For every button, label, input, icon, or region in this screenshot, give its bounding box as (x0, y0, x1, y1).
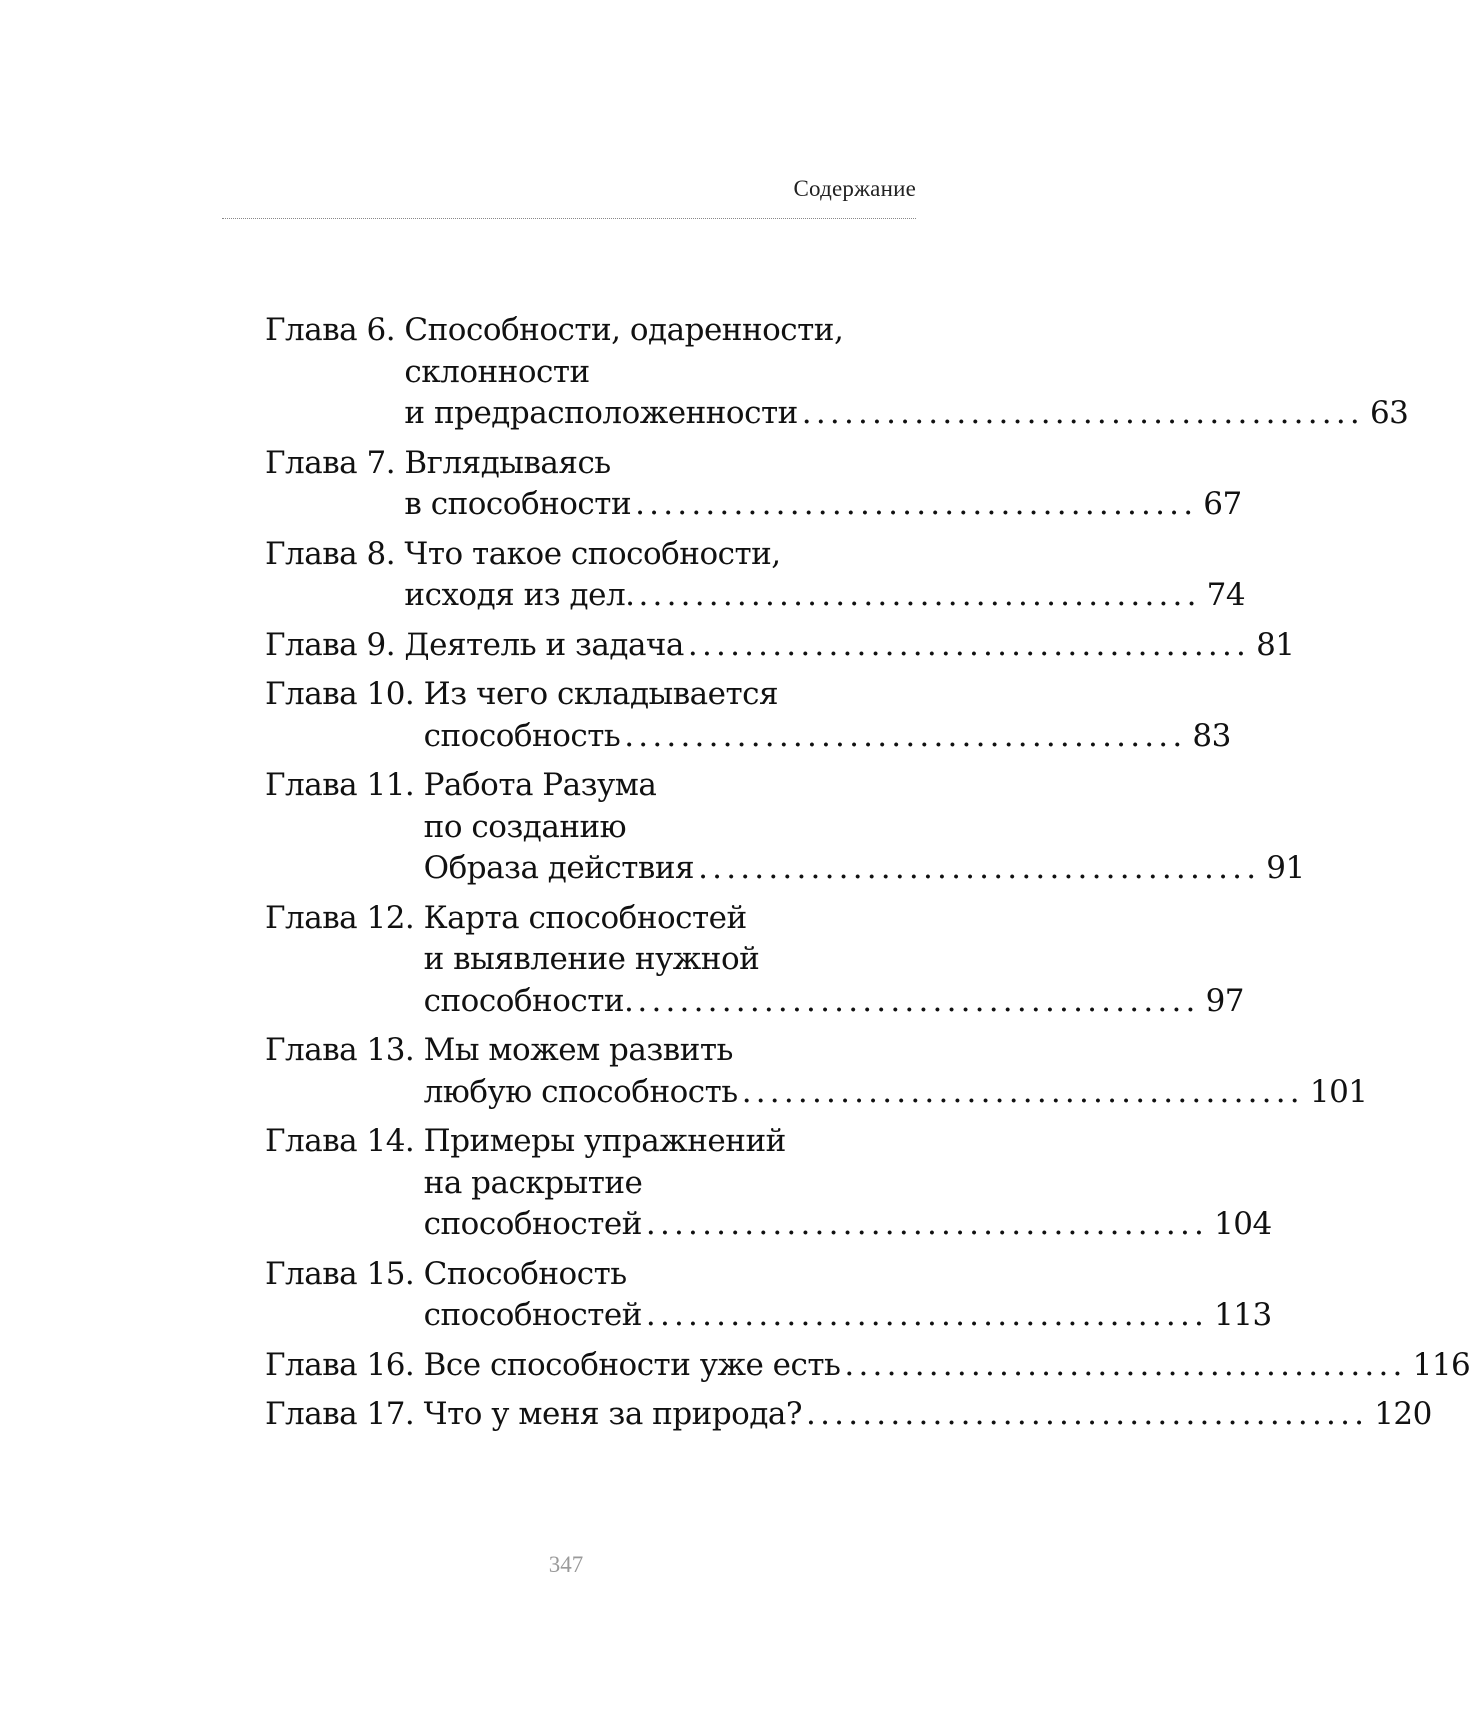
chapter-title-line: Что у меня за природа? (423, 1396, 803, 1432)
toc-entry (265, 1254, 1272, 1337)
dot-leader: ........................................ (635, 486, 1198, 522)
chapter-page-number: 63 (1369, 395, 1409, 431)
chapter-title-line: Способности, одаренности, (404, 312, 844, 348)
running-head-title: Содержание (793, 176, 916, 201)
chapter-title-block (424, 1121, 1272, 1246)
table-of-contents (265, 310, 1470, 1444)
chapter-label: Глава 6. (265, 312, 405, 348)
chapter-title-line: Вглядываясь (404, 444, 611, 481)
dot-leader: ........................................ (844, 1346, 1407, 1383)
chapter-title-last-line (424, 848, 1305, 890)
dot-leader: ........................................ (624, 717, 1187, 754)
chapter-page-number: 81 (1256, 626, 1295, 663)
header-dotted-rule (222, 218, 916, 219)
toc-entry (265, 443, 1242, 526)
chapter-label: Глава 7. (265, 444, 405, 481)
chapter-title-line: Способность (423, 1255, 627, 1292)
chapter-label: Глава 15. (265, 1255, 424, 1292)
chapter-title-line: способности. (423, 982, 634, 1019)
page-number: 347 (548, 1552, 584, 1577)
chapter-title-block (424, 674, 1231, 757)
chapter-label: Глава 8. (265, 535, 405, 572)
dot-leader: ........................................ (806, 1396, 1369, 1432)
chapter-title-block (424, 1345, 1470, 1387)
chapter-title-last-line (424, 1072, 1368, 1114)
chapter-title-block (404, 625, 1294, 667)
chapter-title-line: Карта способностей (423, 899, 747, 936)
chapter-page-number: 116 (1412, 1346, 1470, 1383)
chapter-title-last-line (404, 393, 1408, 435)
chapter-label: Глава 14. (265, 1123, 424, 1159)
chapter-page-number: 91 (1266, 850, 1305, 886)
dot-leader: ........................................ (637, 982, 1200, 1019)
chapter-title-block (404, 534, 1245, 617)
chapter-title-block (424, 1030, 1368, 1113)
chapter-label: Глава 9. (265, 626, 405, 663)
chapter-title-block (424, 1254, 1272, 1337)
dot-leader: ........................................ (801, 395, 1364, 431)
chapter-label: Глава 17. (265, 1396, 424, 1432)
chapter-title-line: Мы можем развить (423, 1032, 733, 1068)
toc-entry (265, 674, 1231, 757)
chapter-title-line: способность (423, 717, 621, 754)
toc-entry (265, 898, 1245, 1023)
chapter-title-line: Что такое способности, (404, 535, 781, 572)
chapter-label: Глава 12. (265, 899, 424, 936)
chapter-page-number: 104 (1214, 1206, 1272, 1242)
chapter-label: Глава 13. (265, 1032, 424, 1068)
toc-entry (265, 625, 1295, 667)
chapter-title-line: любую способность (423, 1073, 738, 1110)
toc-entry (265, 1121, 1272, 1246)
chapter-title-last-line (424, 1345, 1470, 1387)
toc-entry (265, 534, 1246, 617)
chapter-label: Глава 10. (265, 676, 424, 712)
chapter-title-block (404, 310, 1408, 435)
toc-entry (265, 1394, 1432, 1436)
toc-entry (265, 1345, 1470, 1387)
chapter-label: Глава 16. (265, 1346, 424, 1383)
chapter-page-number: 120 (1374, 1396, 1432, 1432)
chapter-title-last-line (424, 716, 1231, 758)
toc-entry (265, 310, 1409, 435)
chapter-title-line: на раскрытие (423, 1164, 643, 1201)
chapter-page-number: 97 (1205, 982, 1245, 1019)
dot-leader: ........................................ (687, 626, 1251, 663)
chapter-title-line: способностей (423, 1206, 642, 1242)
chapter-title-last-line (404, 575, 1245, 617)
toc-entry (265, 765, 1305, 890)
chapter-title-line: в способности (404, 486, 632, 522)
chapter-title-line: Деятель и задача (404, 626, 684, 663)
chapter-page-number: 74 (1206, 577, 1246, 613)
dot-leader: ........................................ (741, 1073, 1304, 1110)
chapter-title-line: Из чего складывается (423, 676, 779, 712)
chapter-title-line: склонности (404, 353, 590, 390)
chapter-label: Глава 11. (265, 767, 424, 803)
chapter-title-line: Образа действия (423, 850, 695, 886)
chapter-page-number: 101 (1309, 1073, 1368, 1110)
chapter-title-block (404, 443, 1241, 526)
chapter-page-number: 83 (1192, 717, 1231, 754)
chapter-title-line: способностей (423, 1297, 642, 1333)
chapter-title-last-line (424, 981, 1244, 1023)
dot-leader: ........................................ (698, 850, 1261, 886)
chapter-title-block (424, 765, 1305, 890)
chapter-title-last-line (404, 484, 1241, 526)
dot-leader: ........................................ (645, 1206, 1209, 1242)
chapter-title-line: по созданию (423, 808, 627, 845)
chapter-title-block (424, 1394, 1432, 1436)
chapter-title-line: и предрасположенности (404, 395, 798, 431)
chapter-title-line: Примеры упражнений (423, 1123, 786, 1159)
chapter-title-line: Все способности уже есть (423, 1346, 841, 1383)
toc-entry (265, 1030, 1368, 1113)
dot-leader: ........................................ (645, 1297, 1209, 1333)
dot-leader: ........................................ (638, 577, 1201, 613)
chapter-page-number: 113 (1214, 1297, 1272, 1333)
chapter-title-last-line (424, 1394, 1432, 1436)
chapter-title-last-line (424, 1295, 1272, 1337)
chapter-title-line: и выявление нужной (423, 941, 760, 977)
chapter-title-line: Работа Разума (423, 767, 657, 803)
chapter-page-number: 67 (1203, 486, 1242, 522)
chapter-title-last-line (424, 1204, 1272, 1246)
chapter-title-last-line (404, 625, 1294, 667)
chapter-title-block (424, 898, 1244, 1023)
chapter-title-line: исходя из дел. (404, 577, 635, 613)
